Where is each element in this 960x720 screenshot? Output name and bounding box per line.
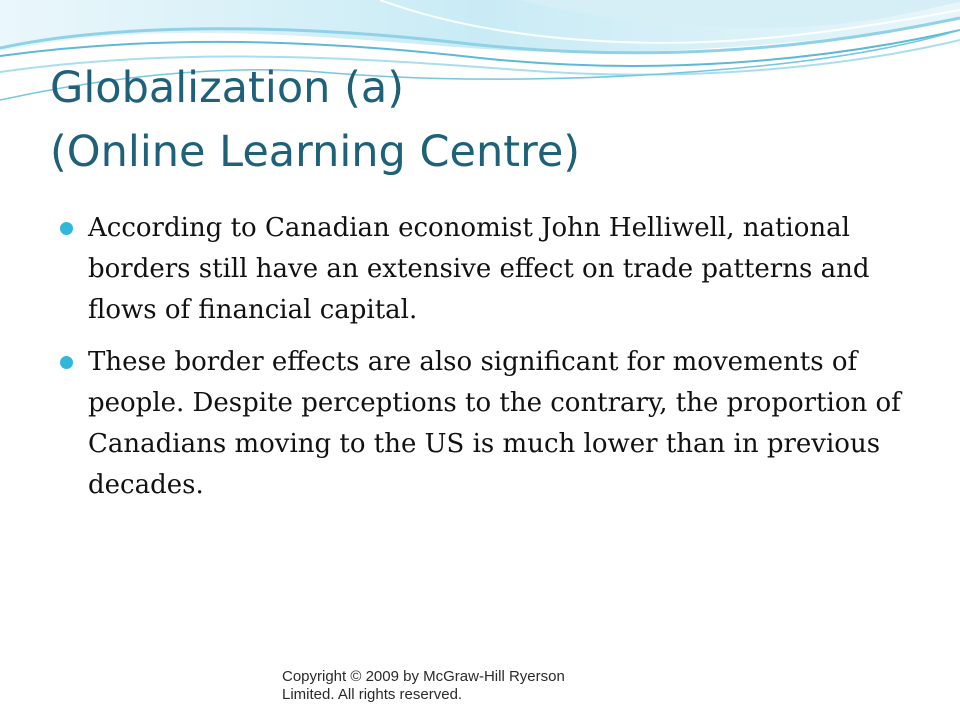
bullet-item-2: [58, 342, 908, 506]
slide-title-line-1: Globalization (a): [50, 63, 404, 113]
bullet-text-2: These border effects are also significant for movements of people. Despite perceptions to the contrary, the proportion of Canadians moving to the US is much lower than in previous decades.: [88, 347, 901, 500]
bullet-list: [58, 208, 908, 517]
bullet-text-1: According to Canadian economist John Helliwell, national borders still have an extensive effect on trade patterns and flows of financial capital.: [88, 213, 870, 325]
bullet-icon: [60, 222, 73, 235]
bullet-item-1: [58, 208, 908, 331]
copyright-notice: Copyright © 2009 by McGraw-Hill Ryerson Limited. All rights reserved.: [282, 668, 565, 703]
slide-title: [50, 56, 910, 184]
bullet-icon: [60, 356, 73, 369]
slide-title-line-2: (Online Learning Centre): [50, 127, 581, 177]
